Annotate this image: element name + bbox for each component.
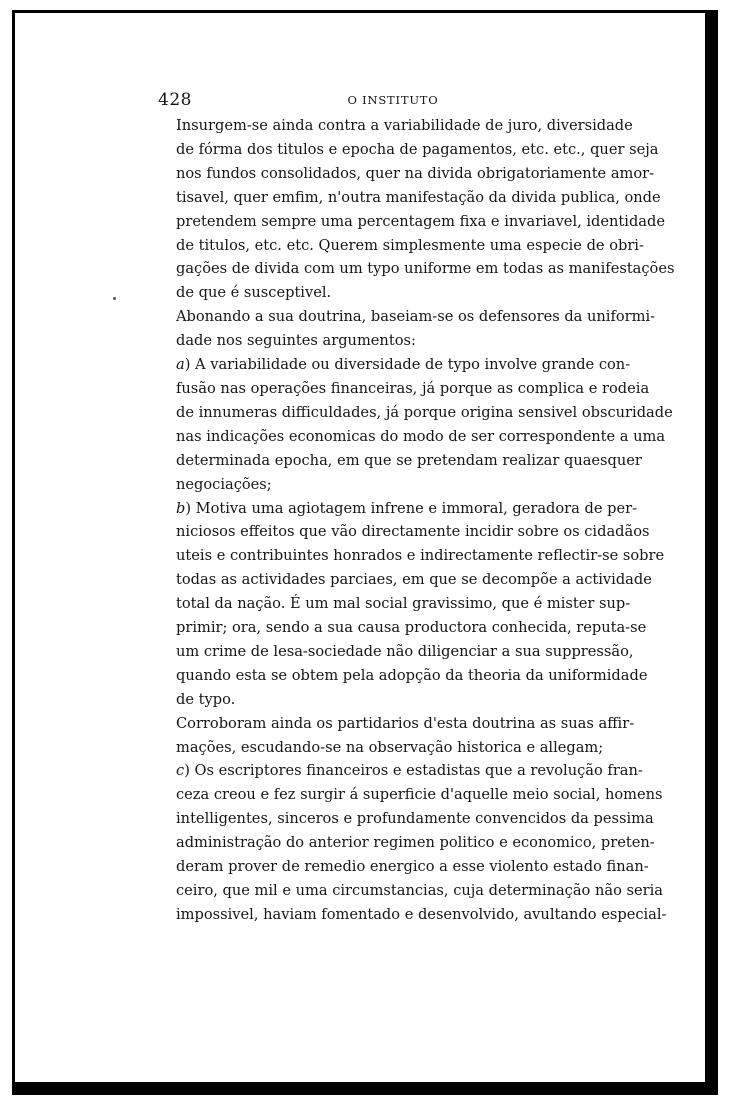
text-line: deram prover de remedio energico a esse violento estado finan- [176,858,649,876]
enumerator-letter: b [176,499,186,517]
text-line: nos fundos consolidados, quer na divida obrigatoriamente amor- [176,164,655,182]
paragraph [158,712,635,760]
text-line: dade nos seguintes argumentos: [176,332,416,350]
text-line: mações, escudando-se na observação historica e allegam; [176,738,604,756]
text-line: de fórma dos titulos e epocha de pagamentos, etc. etc., quer seja [176,140,659,158]
text-line: fusão nas operações financeiras, já porque as complica e rodeia [176,379,650,397]
text-line: c) Os escriptores financeiros e estadistas que a revolução fran- [176,762,643,780]
enumerator-letter: a [176,356,185,374]
book-page [158,86,675,927]
text-line: nas indicações economicas do modo de ser correspondente a uma [176,427,666,445]
text-line: gações de divida com um typo uniforme em todas as manifestações [176,260,675,278]
text-line: Insurgem-se ainda contra a variabilidade de juro, diversidade [176,117,633,134]
text-line: de que é susceptivel. [176,284,332,302]
paragraph [158,114,675,305]
text-line: ceza creou e fez surgir á superficie d'aquelle meio social, homens [176,786,663,804]
text-line: impossivel, haviam fomentado e desenvolvido, avultando especial- [176,905,667,923]
text-line: de typo. [176,690,236,708]
text-line: tisavel, quer emfim, n'outra manifestação da divida publica, onde [176,188,661,206]
paragraph [158,497,665,712]
text-line: pretendem sempre uma percentagem fixa e invariavel, identidade [176,212,665,230]
text-line: todas as actividades parciaes, em que se decompõe a actividade [176,571,652,589]
text-line: b) Motiva uma agiotagem infrene e immoral, geradora de per- [176,499,638,517]
stray-ink-mark [113,297,116,300]
page-body [158,114,675,927]
text-line: um crime de lesa-sociedade não diligenciar a sua suppressão, [176,642,634,660]
text-line: primir; ora, sendo a sua causa productora conhecida, reputa-se [176,619,647,637]
text-line: a) A variabilidade ou diversidade de typo involve grande con- [176,356,631,374]
page-header [158,86,628,114]
page-number: 428 [158,90,192,110]
text-line: negociações; [176,475,272,493]
text-line: determinada epocha, em que se pretendam realizar quaesquer [176,451,642,469]
text-line: total da nação. É um mal social gravissimo, que é mister sup- [176,595,631,613]
text-line: ceiro, que mil e uma circumstancias, cuja determinação não seria [176,882,663,899]
text-line: quando esta se obtem pela adopção da theoria da uniformidade [176,666,648,684]
text-line: niciosos effeitos que vão directamente incidir sobre os cidadãos [176,523,650,541]
text-line: intelligentes, sinceros e profundamente convencidos da pessima [176,810,654,828]
enumerator-letter: c [176,762,185,780]
text-line: de innumeras difficuldades, já porque origina sensivel obscuridade [176,403,673,421]
running-title: O INSTITUTO [347,93,439,107]
paragraph [158,759,667,926]
text-line: Corroboram ainda os partidarios d'esta doutrina as suas affir- [176,714,635,732]
text-line: Abonando a sua doutrina, baseiam-se os defensores da uniformi- [176,308,656,326]
paragraph [158,305,656,353]
text-line: de titulos, etc. etc. Querem simplesmente uma especie de obri- [176,236,644,254]
text-line: administração do anterior regimen politico e economico, preten- [176,834,655,852]
text-line: uteis e contribuintes honrados e indirectamente reflectir-se sobre [176,547,665,565]
paragraph [158,353,673,496]
